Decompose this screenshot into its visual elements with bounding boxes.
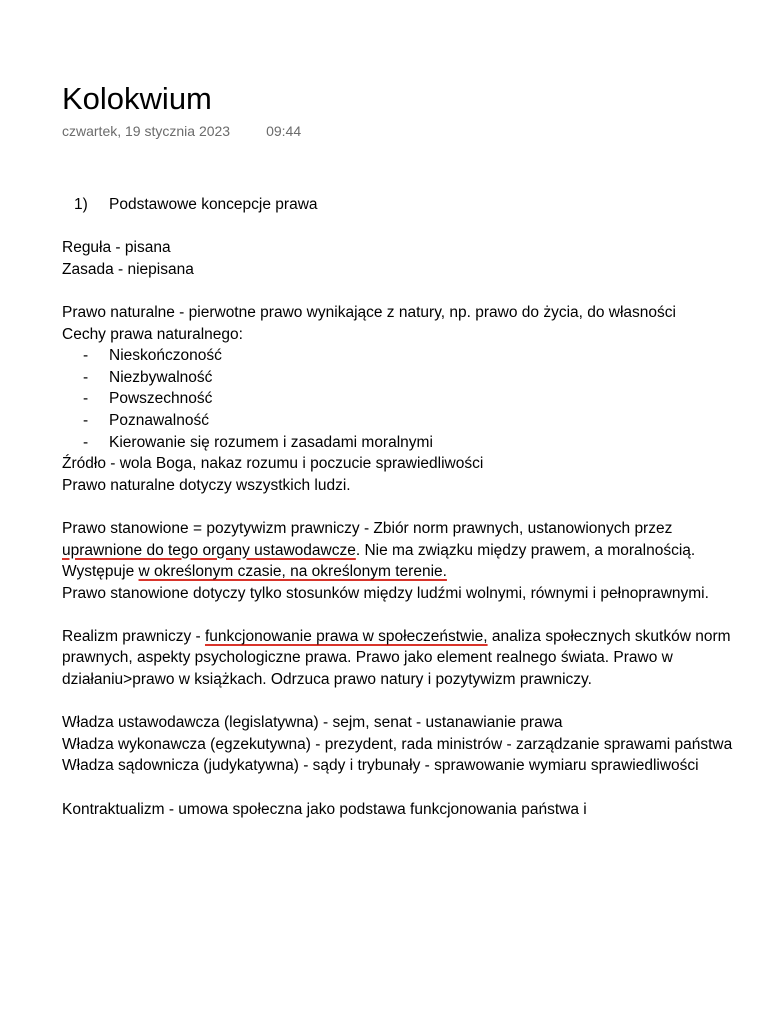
natural-law-features-label: Cechy prawa naturalnego: — [62, 325, 243, 343]
note-date: czwartek, 19 stycznia 2023 — [62, 123, 231, 139]
blank-line — [62, 777, 742, 799]
legal-realism-text: Realizm prawniczy - — [62, 627, 205, 645]
list-item — [62, 345, 742, 367]
contractualism-paragraph: Kontraktualizm - umowa społeczna jako podstawa funkcjonowania państwa i — [62, 800, 587, 818]
natural-law-source: Źródło - wola Boga, nakaz rozumu i poczucie sprawiedliwości — [62, 455, 484, 473]
list-item-text: Poznawalność — [109, 411, 209, 429]
list-item — [62, 367, 742, 389]
dash-bullet-icon: - — [83, 368, 89, 386]
dash-bullet-icon: - — [83, 433, 89, 451]
list-item — [62, 432, 742, 454]
positive-law-text: Prawo stanowione = pozytywizm prawniczy - Zbiór norm prawnych, ustanowionych przez — [62, 519, 673, 537]
spellcheck-underline[interactable]: uprawnione do tego organy ustawodawcze — [62, 541, 356, 559]
list-item-text: Kierowanie się rozumem i zasadami moralnymi — [109, 433, 433, 451]
section-heading — [62, 194, 742, 216]
list-item — [62, 388, 742, 410]
note-time: 09:44 — [266, 123, 302, 139]
positive-law-text: . Nie ma związku między prawem, a moralnością. Występuje — [62, 541, 696, 581]
section-number: 1) — [74, 196, 88, 213]
section-heading-text: Podstawowe koncepcje prawa — [109, 196, 318, 213]
judicial-power: Władza sądownicza (judykatywna) - sądy i trybunały - sprawowanie wymiaru sprawiedliwości — [62, 757, 699, 775]
note-timestamp — [62, 122, 301, 140]
rule-line: Reguła - pisana — [62, 239, 171, 257]
positive-law-paragraph — [62, 518, 742, 583]
blank-line — [62, 691, 742, 713]
dash-bullet-icon: - — [83, 347, 89, 365]
legislative-power: Władza ustawodawcza (legislatywna) - sejm, senat - ustanawianie prawa — [62, 714, 563, 732]
legal-realism-paragraph — [62, 626, 742, 691]
page-title: Kolokwium — [62, 81, 212, 116]
blank-line — [62, 496, 742, 518]
note-body[interactable] — [62, 194, 742, 820]
natural-law-definition: Prawo naturalne - pierwotne prawo wynikające z natury, np. prawo do życia, do własności — [62, 303, 676, 321]
dash-bullet-icon: - — [83, 411, 89, 429]
list-item — [62, 410, 742, 432]
list-item-text: Niezbywalność — [109, 368, 213, 386]
blank-line — [62, 216, 742, 238]
list-item-text: Nieskończoność — [109, 347, 222, 365]
legal-realism-text: analiza społecznych skutków norm prawnych, aspekty psychologiczne prawa. Prawo jako element realnego świata. Prawo w działaniu>prawo w książkach. Odrzuca prawo natury i pozytywizm prawniczy. — [62, 627, 731, 689]
natural-law-features-list — [62, 345, 742, 453]
positive-law-scope: Prawo stanowione dotyczy tylko stosunków między ludźmi wolnymi, równymi i pełnoprawnymi. — [62, 584, 709, 602]
principle-line: Zasada - niepisana — [62, 260, 194, 278]
blank-line — [62, 604, 742, 626]
natural-law-scope: Prawo naturalne dotyczy wszystkich ludzi. — [62, 476, 351, 494]
spellcheck-underline[interactable]: w określonym czasie, na określonym terenie. — [138, 563, 447, 581]
spellcheck-underline[interactable]: funkcjonowanie prawa w społeczeństwie, — [204, 627, 488, 645]
dash-bullet-icon: - — [83, 390, 89, 408]
executive-power: Władza wykonawcza (egzekutywna) - prezydent, rada ministrów - zarządzanie sprawami państwa — [62, 735, 733, 753]
list-item-text: Powszechność — [109, 390, 213, 408]
blank-line — [62, 280, 742, 302]
